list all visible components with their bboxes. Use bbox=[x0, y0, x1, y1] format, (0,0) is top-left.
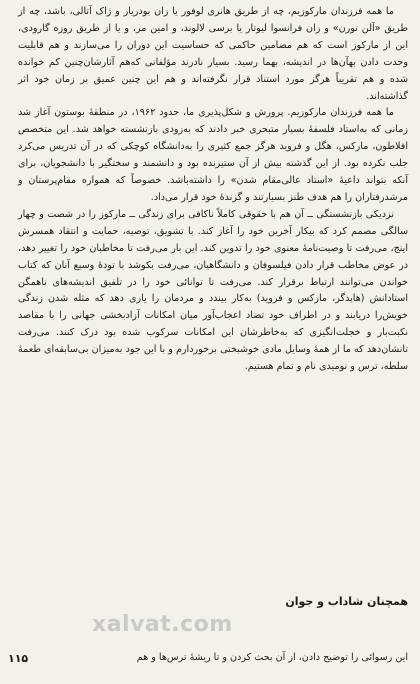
paragraph-1: ما همه فرزندان مارکوزیم، چه از طریق هانری لوفور یا زان بودریار و ژاک آتالی، باشد، چه از طریق «آلن تورن» و زان فرانسوا لیوتار یا برسی لالوند، و امین مر، و یا از طریق روزه گارودی، این از مارکوز است که هم مضامین حاکمی که حساسیت این دوران را می‌سازند و هم قابلیت وحدت دادن بهآن‌ها در اندیشه، بهما رسید. بسیار نادرند مؤلفانی که‌هم آثارشان‌چنین کم خوانده شده و هم تقریباً هرگز مورد استناد قرار نگرفته‌اند و هم این چنین عمیق بر زمان خود اثر گذاشته‌اند. bbox=[18, 6, 408, 102]
footer-text-line: این رسوائی را توضیح دادن، از آن بحث کردن و تا ریشهٔ ترس‌ها و هم bbox=[136, 652, 408, 663]
paragraph-2: ما همه فرزندان مارکوزیم. پرورش و شکل‌پذیری ما، حدود ۱۹۶۲، در منطقهٔ بوستون آغاز شد زمانی که به‌استاد فلسفهٔ بسیار متبحری خبر دادند که به‌زودی بازنشسته خواهد شد. این متخصص افلاطون، مارکس، هگل و فروید هرگز جمع کثیری را به‌دانشگاه کوچکی که در آن تدریس می‌کرد جلب نکرده بود. از این گذشته بیش از آن ستیزنده بود و دانشمند و سختگیر با دانشجویان، برای آنکه بتواند داعیهٔ «استاد عالی‌مقام شدن» را داشته‌باشد. خصوصاً که همواره مقام‌پرستان و مرشدرفتاران را هم هدف طنز بسیارتند و گزندهٔ خود قرار می‌داد. bbox=[18, 107, 408, 203]
body-text bbox=[18, 4, 408, 376]
paragraph-3: نزدیکی بازنشستگی ــ آن هم با حقوقی کاملاً ناکافی برای زندگی ــ مارکوز را در شصت و چهار سالگی مصمم کرد که بیکار آخرین خود را آغاز کند. با تشویق، توصیه، حمایت و انتقاد همسرش اینج، می‌رفت تا وصیت‌نامهٔ معنوی خود را تدوین کند. این بار می‌رفت تا مخاطبان خود را تغییر دهد، در عوض مخاطب قرار دادن فیلسوفان و دانشگاهیان، می‌رفت بکوشد با تودهٔ وسیع آنان که کتاب خواندن می‌توانند ارتباط برقرار کند. می‌رفت تا توانائی خود را در تلفیق اندیشه‌های ناهمگن استادانش (هایدگر، مارکس و فروید) به‌کار بیندد و مردمان را یاری دهد که مثله شدن زندگی خویش‌را دریابند و در اطراف خود تضاد اعجاب‌آور میان امکانات آزادبخشی جهانی را با مقاصد نکبت‌بار و خجلت‌انگیزی که به‌خاطرشان این امکانات سرکوب شده بود درک کنند. می‌رفت تانشان‌دهد که ما از همهٔ وسایل مادی خوشبختی برخوردارم و با این جود به‌میزان بی‌سابقه‌ای طعمهٔ سلطه، ترس و نومیدی نام و تمام هستیم. bbox=[18, 208, 408, 373]
watermark: xalvat.com bbox=[92, 612, 233, 637]
page-number: ۱۱۵ bbox=[8, 652, 29, 665]
section-heading: همچنان شاداب و جوان bbox=[285, 595, 408, 608]
